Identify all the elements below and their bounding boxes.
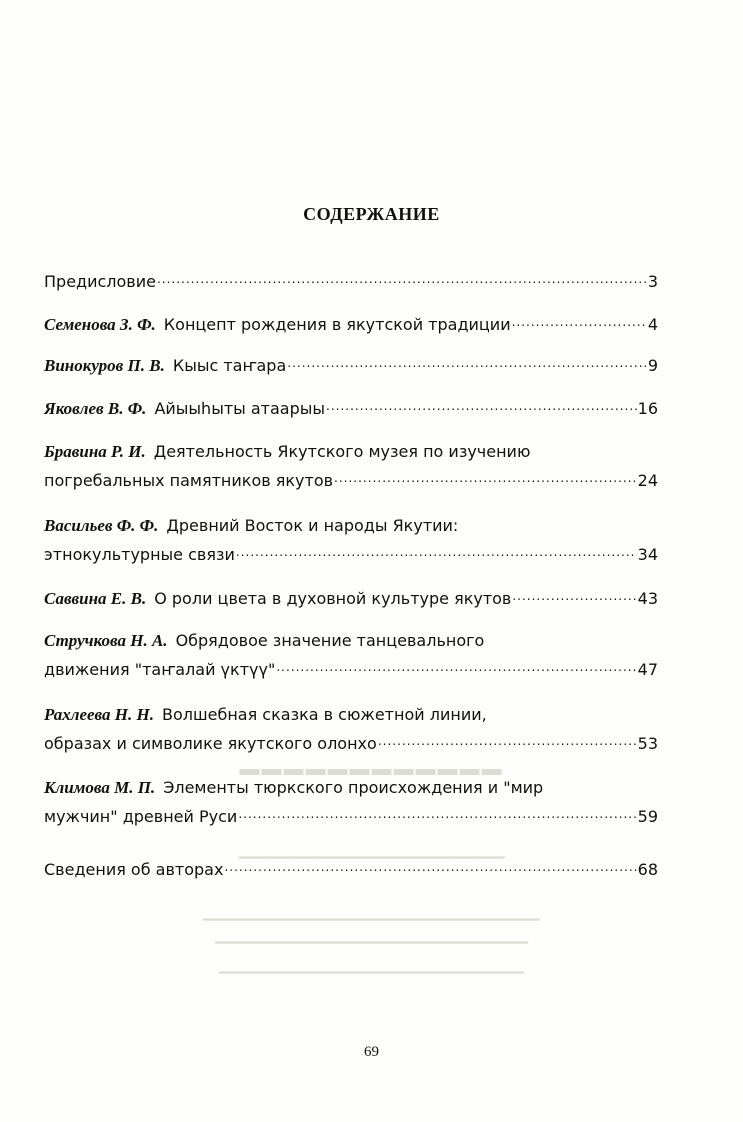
entry-title: Айыыһыты атаарыы	[154, 399, 326, 418]
dot-leader	[511, 315, 647, 335]
show-through-heading: ▬▬▬▬▬▬▬▬▬▬▬▬	[239, 758, 504, 780]
entry-title: Деятельность Якутского музея по изучению	[153, 442, 531, 461]
toc-entry	[44, 516, 658, 565]
entry-title-continued: движения "таҥалай үктүү"	[44, 660, 276, 679]
dot-leader	[237, 807, 636, 827]
dot-leader	[235, 545, 637, 565]
show-through-line: ━━━━━━━━━━━━━━━━━━━━━━━━━━━━━━━━━━━━━━━	[218, 965, 525, 980]
entry-author: Винокуров П. В.	[44, 356, 165, 375]
entry-title: Предисловие	[44, 272, 156, 291]
toc-entry	[44, 631, 658, 680]
dot-leader	[511, 589, 636, 609]
entry-page: 3	[647, 272, 658, 291]
toc-entry	[44, 272, 658, 292]
entry-page: 34	[637, 545, 658, 564]
entry-title-continued: погребальных памятников якутов	[44, 471, 334, 490]
toc-entry	[44, 705, 658, 754]
entry-title-continued: этнокультурные связи	[44, 545, 235, 564]
dot-leader	[156, 272, 647, 292]
entry-title: Сведения об авторах	[44, 860, 224, 879]
entry-title: Волшебная сказка в сюжетной линии,	[161, 705, 487, 724]
entry-author: Климова М. П.	[44, 778, 156, 797]
toc-entry	[44, 315, 658, 335]
entry-page: 68	[637, 860, 658, 879]
entry-author: Саввина Е. В.	[44, 589, 147, 608]
page-title: СОДЕРЖАНИЕ	[303, 204, 440, 224]
entry-title: О роли цвета в духовной культуре якутов	[154, 589, 512, 608]
entry-title-continued: образах и символике якутского олонхо	[44, 734, 377, 753]
entry-author: Васильев Ф. Ф.	[44, 516, 159, 535]
entry-page: 9	[647, 356, 658, 375]
entry-page: 24	[637, 471, 658, 490]
show-through-line: ━━━━━━━━━━━━━━━━━━━━━━━━━━━━━━━━━━━━━━━━━━━	[203, 912, 540, 927]
dot-leader	[333, 471, 637, 491]
toc-entry	[44, 860, 658, 880]
dot-leader	[275, 660, 636, 680]
page-number: 69	[364, 1044, 379, 1060]
show-through-line: ━━━━━━━━━━━━━━━━━━━━━━━━━━━━━━━━━━	[238, 850, 505, 865]
toc-entry	[44, 399, 658, 419]
entry-title-continued: мужчин" древней Руси	[44, 807, 238, 826]
entry-title: Кыыс таҥара	[172, 356, 287, 375]
entry-author: Бравина Р. И.	[44, 442, 146, 461]
entry-page: 53	[637, 734, 658, 753]
entry-page: 43	[637, 589, 658, 608]
dot-leader	[377, 734, 637, 754]
dot-leader	[286, 356, 647, 376]
entry-title: Обрядовое значение танцевального	[175, 631, 485, 650]
entry-page: 47	[637, 660, 658, 679]
toc-entry	[44, 589, 658, 609]
toc-entry	[44, 442, 658, 491]
entry-author: Рахлеева Н. Н.	[44, 705, 154, 724]
dot-leader	[223, 860, 636, 880]
entry-author: Яковлев В. Ф.	[44, 399, 147, 418]
show-through-line: ━━━━━━━━━━━━━━━━━━━━━━━━━━━━━━━━━━━━━━━━	[214, 935, 529, 950]
entry-title: Древний Восток и народы Якутии:	[166, 516, 459, 535]
entry-title: Концепт рождения в якутской традиции	[163, 315, 511, 334]
entry-author: Стручкова Н. А.	[44, 631, 168, 650]
entry-title: Элементы тюркского происхождения и "мир	[163, 778, 544, 797]
entry-page: 4	[647, 315, 658, 334]
dot-leader	[325, 399, 637, 419]
toc-entry	[44, 778, 658, 827]
entry-page: 59	[637, 807, 658, 826]
entry-author: Семенова З. Ф.	[44, 315, 156, 334]
toc-entry	[44, 356, 658, 376]
entry-page: 16	[637, 399, 658, 418]
